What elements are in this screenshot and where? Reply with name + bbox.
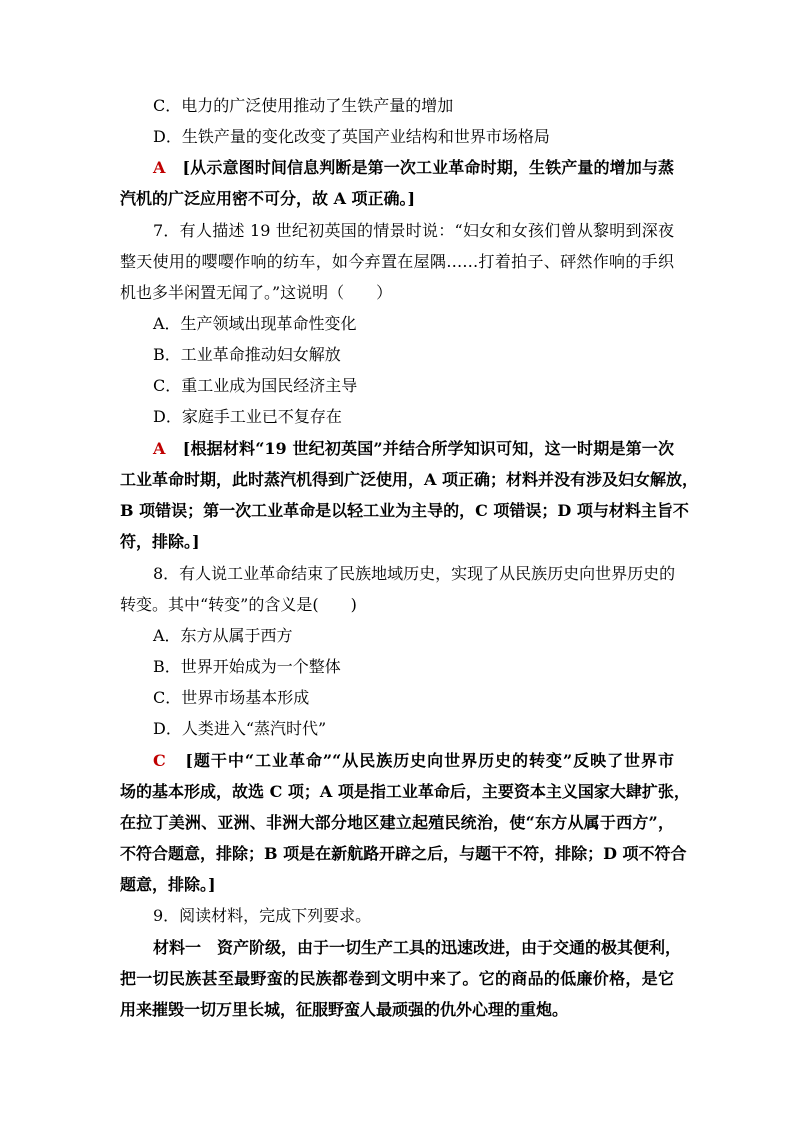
q8-stem-line-1: 8．有人说工业革命结束了民族地域历史，实现了从民族历史向世界历史的 xyxy=(153,564,676,583)
q8-answer-line-4: 不符合题意，排除；B 项是在新航路开辟之后，与题干不符，排除；D 项不符合 xyxy=(120,844,687,863)
q6-answer-line-2: 汽机的广泛应用密不可分，故 A 项正确。] xyxy=(120,189,416,208)
q8-option-b: B．世界开始成为一个整体 xyxy=(153,657,341,676)
q9-material-line-3: 用来摧毁一切万里长城，征服野蛮人最顽强的仇外心理的重炮。 xyxy=(120,1000,569,1019)
q7-option-a: A．生产领域出现革命性变化 xyxy=(153,314,357,333)
q8-answer-text-1: [题干中“工业革命”“从民族历史向世界历史的转变”反映了世界市 xyxy=(185,751,674,770)
q8-answer-letter: C xyxy=(153,751,166,770)
q8-option-c: C．世界市场基本形成 xyxy=(153,688,310,707)
q8-answer-line-5: 题意，排除。] xyxy=(120,875,216,894)
q7-answer-letter: A xyxy=(153,439,166,458)
q7-answer-line-4: 符，排除。] xyxy=(120,532,200,551)
q6-option-c: C．电力的广泛使用推动了生铁产量的增加 xyxy=(153,96,454,115)
q7-stem-line-2: 整天使用的嘤嘤作响的纺车，如今弃置在屋隅……打着拍子、砰然作响的手织 xyxy=(120,252,674,271)
q7-answer-line-3: B 项错误；第一次工业革命是以轻工业为主导的，C 项错误；D 项与材料主旨不 xyxy=(120,501,689,520)
q7-answer-line-1 xyxy=(153,439,674,459)
q7-answer-text-1: [根据材料“19 世纪初英国”并结合所学知识可知，这一时期是第一次 xyxy=(182,439,674,458)
q9-material-line-1: 材料一 资产阶级，由于一切生产工具的迅速改进，由于交通的极其便利， xyxy=(153,938,682,957)
q6-answer-text-1: [从示意图时间信息判断是第一次工业革命时期，生铁产量的增加与蒸 xyxy=(182,158,674,177)
q8-option-a: A．东方从属于西方 xyxy=(153,626,293,645)
q6-option-d: D．生铁产量的变化改变了英国产业结构和世界市场格局 xyxy=(153,127,550,146)
q7-option-d: D．家庭手工业已不复存在 xyxy=(153,407,342,426)
q9-material-line-2: 把一切民族甚至最野蛮的民族都卷到文明中来了。它的商品的低廉价格，是它 xyxy=(120,969,674,988)
q8-answer-line-1 xyxy=(153,751,674,771)
q9-stem: 9．阅读材料，完成下列要求。 xyxy=(153,906,372,925)
q8-option-d: D．人类进入“蒸汽时代” xyxy=(153,719,327,738)
q6-answer-line-1 xyxy=(153,158,674,178)
q7-answer-line-2: 工业革命时期，此时蒸汽机得到广泛使用，A 项正确；材料并没有涉及妇女解放， xyxy=(120,470,698,489)
q7-stem-line-3: 机也多半闲置无闻了。”这说明（ ） xyxy=(120,283,393,302)
q7-option-c: C．重工业成为国民经济主导 xyxy=(153,376,358,395)
q8-answer-line-2: 场的基本形成，故选 C 项；A 项是指工业革命后，主要资本主义国家大肆扩张， xyxy=(120,782,690,801)
q6-answer-letter: A xyxy=(153,158,166,177)
q7-stem-line-1: 7．有人描述 19 世纪初英国的情景时说：“妇女和女孩们曾从黎明到深夜 xyxy=(153,221,674,240)
q7-option-b: B．工业革命推动妇女解放 xyxy=(153,345,341,364)
q8-stem-line-2: 转变。其中“转变”的含义是( ) xyxy=(120,595,357,614)
q8-answer-line-3: 在拉丁美洲、亚洲、非洲大部分地区建立起殖民统治，使“东方从属于西方”， xyxy=(120,813,674,832)
